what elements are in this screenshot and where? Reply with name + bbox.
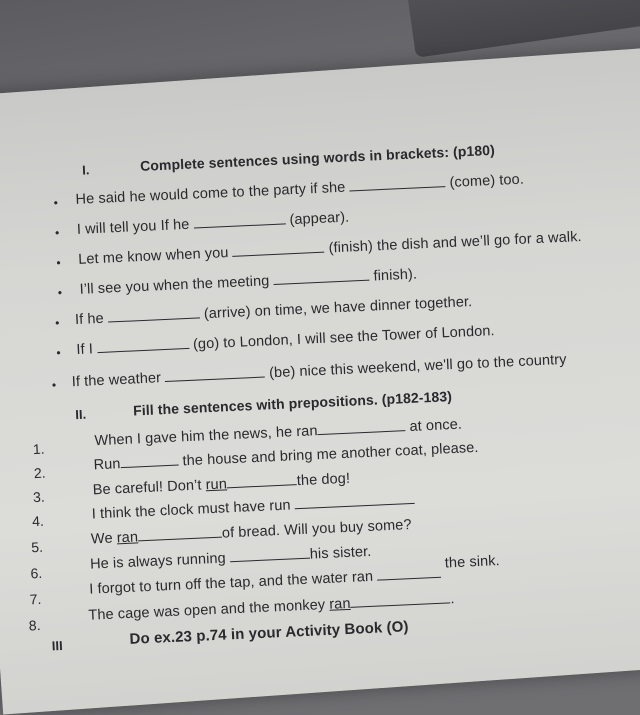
bullet-icon: •: [56, 255, 61, 270]
answer-blank[interactable]: [317, 418, 405, 435]
answer-blank[interactable]: [350, 590, 450, 608]
exercise-1-item-1: He said he would come to the party if she (come) too.: [75, 171, 525, 208]
item-number: 6.: [30, 564, 43, 582]
item-number: 3.: [32, 488, 46, 506]
item-number: 4.: [31, 512, 45, 530]
answer-blank[interactable]: [120, 453, 179, 469]
answer-blank[interactable]: [294, 491, 414, 509]
bullet-icon: •: [53, 195, 59, 210]
exercise-1-item-2: I will tell you If he (appear).: [76, 209, 350, 238]
item-number: 5.: [30, 538, 44, 556]
exercise-2-item-5: We ran of bread. Will you buy some?: [90, 517, 412, 548]
answer-blank[interactable]: [232, 240, 324, 257]
answer-blank[interactable]: [165, 364, 265, 382]
section-2-title: Fill the sentences with prepositions. (p182-183): [132, 388, 453, 419]
answer-blank[interactable]: [97, 336, 189, 353]
answer-blank[interactable]: [349, 174, 445, 191]
item-number: 8.: [28, 616, 41, 634]
answer-blank[interactable]: [193, 211, 285, 228]
exercise-2-item-7: I forgot to turn off the tap, and the water ran the sink.: [88, 553, 501, 598]
item-number: 1.: [32, 440, 45, 458]
exercise-1-item-3: Let me know when you (finish) the dish and we’ll go for a walk.: [77, 228, 582, 268]
section-1-numeral: I.: [81, 162, 90, 178]
section-2-numeral: II.: [74, 406, 87, 423]
answer-blank[interactable]: [273, 268, 369, 285]
exercise-2-item-3: Be careful! Don’t run the dog!: [92, 470, 351, 499]
exercise-2-item-1: When I gave him the news, he ran at once.: [94, 416, 463, 450]
item-number: 2.: [33, 464, 46, 482]
exercise-2-item-6: He is always running his sister.: [89, 543, 372, 573]
exercise-1-item-5: If he (arrive) on time, we have dinner together.: [74, 294, 473, 329]
bullet-icon: •: [51, 377, 57, 393]
answer-blank[interactable]: [377, 565, 442, 581]
answer-blank[interactable]: [227, 472, 298, 488]
section-3-title: Do ex.23 p.74 in your Activity Book (O): [129, 618, 409, 648]
exercise-2-item-8: The cage was open and the monkey ran .: [88, 591, 455, 624]
bullet-icon: •: [54, 315, 60, 330]
exercise-1-item-6: If I (go) to London, I will see the Tower of London.: [76, 323, 495, 359]
bullet-icon: •: [54, 225, 60, 240]
bullet-icon: •: [56, 345, 62, 360]
exercise-2-item-2: Run the house and bring me another coat, please.: [93, 439, 479, 474]
exercise-1-item-4: I’ll see you when the meeting finish).: [79, 266, 418, 298]
bullet-icon: •: [57, 285, 63, 300]
answer-blank[interactable]: [230, 546, 311, 563]
exercise-2-item-4: I think the clock must have run: [91, 491, 415, 523]
section-1-title: Complete sentences using words in brackets: (p180): [139, 141, 496, 174]
answer-blank[interactable]: [138, 525, 223, 542]
item-number: 7.: [29, 590, 42, 608]
exercise-1-item-7: If the weather (be) nice this weekend, we'll go to the country: [71, 351, 567, 391]
answer-blank[interactable]: [107, 305, 199, 322]
section-3-numeral: III: [51, 637, 63, 654]
